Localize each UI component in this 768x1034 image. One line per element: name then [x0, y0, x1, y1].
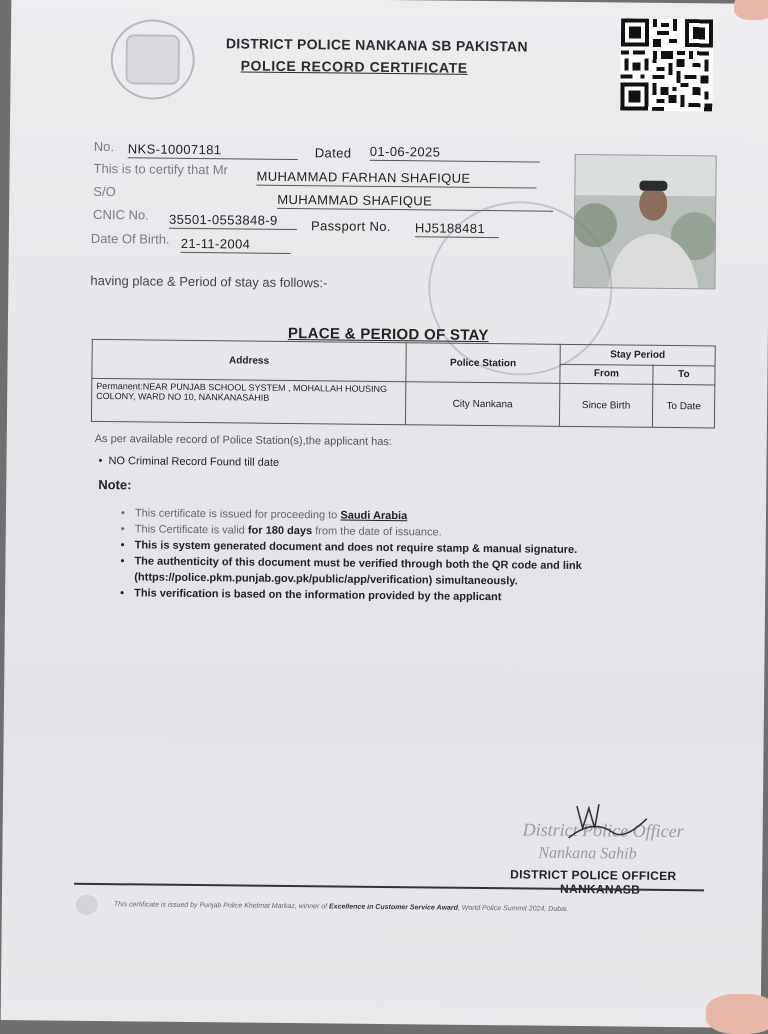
dated-label: Dated [314, 145, 352, 161]
dob-value: 21-11-2004 [181, 236, 291, 254]
stay-section-title: PLACE & PERIOD OF STAY [287, 324, 489, 345]
footer-logo-icon [76, 895, 98, 915]
row-to: To Date [652, 384, 714, 428]
col-stay-period: Stay Period [560, 344, 715, 365]
table-row [91, 378, 714, 428]
col-address: Address [92, 339, 406, 381]
father-name: MUHAMMAD SHAFIQUE [277, 192, 553, 212]
record-no-value: NKS-10007181 [128, 141, 298, 160]
qr-code-icon [620, 18, 713, 111]
footer-post: , World Police Summit 2024, Dubai. [457, 904, 569, 913]
note-item5-text: This verification is based on the information provided by the applicant [134, 587, 502, 604]
record-no-label: No. [93, 138, 115, 155]
officer-location: NANKANASB [559, 881, 641, 897]
finger [734, 0, 768, 20]
note-item2-post: from the date of issuance. [312, 525, 442, 539]
so-label: S/O [93, 183, 116, 200]
note-list [120, 505, 681, 607]
cnic-label: CNIC No. [93, 206, 149, 223]
dob-label: Date Of Birth. [90, 230, 170, 247]
footer-pre: This certificate is issued by Punjab Police Khidmat Markaz, winner of [113, 901, 330, 911]
note-item2-pre: This Certificate is valid [134, 523, 248, 537]
row-address: Permanent:NEAR PUNJAB SCHOOL SYSTEM , MOHALLAH HOUSING COLONY, WARD NO 10, NANKANASAHIB [91, 378, 405, 424]
note-item3-text: This is system generated document and does not require stamp & manual signature. [134, 539, 578, 557]
note-item4-text: The authenticity of this document must be verified through both the QR code and link (https://police.pkm.punjab.gov.pk/public/app/verification) simultaneously. [134, 555, 582, 588]
dated-value: 01-06-2025 [370, 144, 540, 163]
stay-table [91, 339, 716, 429]
passport-label: Passport No. [310, 218, 392, 235]
row-from: Since Birth [559, 383, 652, 427]
signature-icon [562, 798, 653, 849]
row-police-station: City Nankana [405, 382, 559, 427]
cnic-value: 35501-0553848-9 [169, 212, 297, 230]
validity-days: for 180 days [247, 524, 313, 538]
col-from: From [560, 364, 653, 384]
police-emblem-icon [110, 19, 195, 100]
having-text: having place & Period of stay as follows:- [90, 272, 328, 291]
certify-label: This is to certify that Mr [93, 160, 229, 178]
record-item: • NO Criminal Record Found till date [98, 454, 280, 469]
note-item1-text: This certificate is issued for proceeding to [134, 507, 341, 522]
header-subtitle: POLICE RECORD CERTIFICATE [240, 57, 468, 76]
header-title: DISTRICT POLICE NANKANA SB PAKISTAN [225, 35, 528, 55]
stamp-line1: District Police Officer [522, 819, 684, 842]
officer-title: DISTRICT POLICE OFFICER [510, 867, 677, 884]
stamp-line2: Nankana Sahib [538, 844, 637, 863]
certificate-paper [1, 0, 768, 1028]
record-item-text: NO Criminal Record Found till date [108, 455, 280, 469]
footer-award: Excellence in Customer Service Award [328, 903, 458, 912]
note-heading: Note: [98, 476, 132, 493]
destination-country: Saudi Arabia [340, 509, 408, 523]
footer-text [114, 901, 569, 913]
record-statement: As per available record of Police Station(s),the applicant has: [94, 432, 392, 449]
finger [706, 994, 768, 1034]
passport-value: HJ5188481 [415, 220, 499, 238]
applicant-name: MUHAMMAD FARHAN SHAFIQUE [256, 169, 536, 189]
col-to: To [653, 365, 715, 385]
col-police-station: Police Station [406, 343, 560, 384]
